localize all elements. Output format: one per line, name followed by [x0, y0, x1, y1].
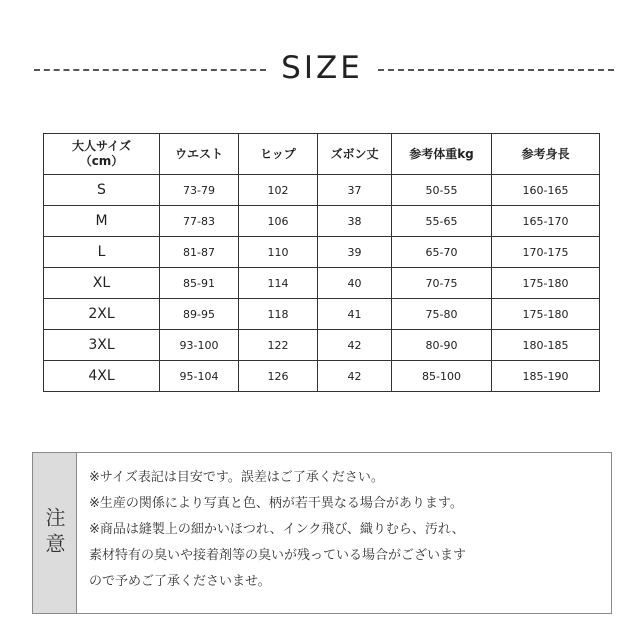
- table-row: [44, 237, 600, 268]
- note-line: ※サイズ表記は目安です。誤差はご了承ください。: [89, 470, 384, 485]
- title-dash-left: [34, 69, 266, 71]
- header-hip: ヒップ: [239, 134, 318, 175]
- inseam-cell: 40: [318, 268, 392, 299]
- page-title: SIZE: [281, 50, 363, 86]
- header-size: 大人サイズ （cm）: [44, 134, 160, 175]
- notes-label-panel: [33, 453, 77, 613]
- inseam-cell: 41: [318, 299, 392, 330]
- size-cell: 4XL: [44, 361, 160, 392]
- waist-cell: 73-79: [160, 175, 239, 206]
- inseam-cell: 42: [318, 330, 392, 361]
- height-cell: 180-185: [492, 330, 600, 361]
- weight-cell: 85-100: [392, 361, 492, 392]
- table-row: [44, 206, 600, 237]
- notes-text: [89, 465, 605, 595]
- header-height: 参考身長: [492, 134, 600, 175]
- note-line: 素材特有の臭いや接着剤等の臭いが残っている場合がございます: [89, 548, 467, 563]
- waist-cell: 89-95: [160, 299, 239, 330]
- table-header-row: [44, 134, 600, 175]
- table-row: [44, 330, 600, 361]
- hip-cell: 114: [239, 268, 318, 299]
- size-cell: 3XL: [44, 330, 160, 361]
- inseam-cell: 39: [318, 237, 392, 268]
- header-weight: 参考体重kg: [392, 134, 492, 175]
- inseam-cell: 38: [318, 206, 392, 237]
- hip-cell: 106: [239, 206, 318, 237]
- weight-cell: 70-75: [392, 268, 492, 299]
- size-table: [43, 133, 600, 392]
- waist-cell: 77-83: [160, 206, 239, 237]
- hip-cell: 126: [239, 361, 318, 392]
- notes-label: 注意: [42, 507, 66, 559]
- waist-cell: 95-104: [160, 361, 239, 392]
- table-row: [44, 361, 600, 392]
- table-row: [44, 268, 600, 299]
- height-cell: 175-180: [492, 299, 600, 330]
- table-row: [44, 299, 600, 330]
- note-line: ※商品は縫製上の細かいほつれ、インク飛び、織りむら、汚れ、: [89, 522, 465, 537]
- hip-cell: 102: [239, 175, 318, 206]
- height-cell: 165-170: [492, 206, 600, 237]
- inseam-cell: 37: [318, 175, 392, 206]
- hip-cell: 110: [239, 237, 318, 268]
- hip-cell: 118: [239, 299, 318, 330]
- header-inseam: ズボン丈: [318, 134, 392, 175]
- waist-cell: 93-100: [160, 330, 239, 361]
- height-cell: 175-180: [492, 268, 600, 299]
- waist-cell: 85-91: [160, 268, 239, 299]
- table-row: [44, 175, 600, 206]
- size-cell: 2XL: [44, 299, 160, 330]
- weight-cell: 65-70: [392, 237, 492, 268]
- height-cell: 185-190: [492, 361, 600, 392]
- title-dash-right: [378, 69, 614, 71]
- note-line: ので予めご了承くださいませ。: [89, 574, 271, 589]
- height-cell: 160-165: [492, 175, 600, 206]
- weight-cell: 75-80: [392, 299, 492, 330]
- weight-cell: 50-55: [392, 175, 492, 206]
- notes-box: [32, 452, 612, 614]
- height-cell: 170-175: [492, 237, 600, 268]
- weight-cell: 80-90: [392, 330, 492, 361]
- weight-cell: 55-65: [392, 206, 492, 237]
- inseam-cell: 42: [318, 361, 392, 392]
- size-cell: XL: [44, 268, 160, 299]
- waist-cell: 81-87: [160, 237, 239, 268]
- size-cell: M: [44, 206, 160, 237]
- note-line: ※生産の関係により写真と色、柄が若干異なる場合があります。: [89, 496, 463, 511]
- size-cell: L: [44, 237, 160, 268]
- title-row: [0, 48, 640, 88]
- size-cell: S: [44, 175, 160, 206]
- hip-cell: 122: [239, 330, 318, 361]
- header-waist: ウエスト: [160, 134, 239, 175]
